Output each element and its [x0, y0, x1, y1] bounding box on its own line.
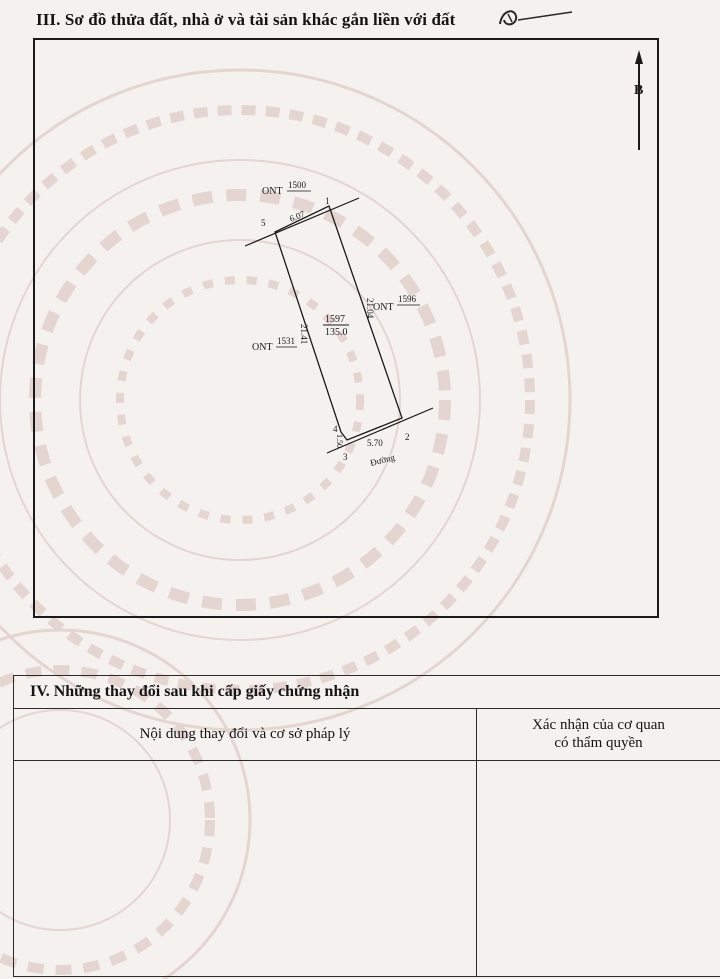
road-label: Đường [369, 452, 396, 468]
neighbor-top-prefix: ONT [262, 186, 283, 197]
vertex-4: 4 [333, 424, 338, 434]
page-stamp-icon [496, 2, 576, 32]
land-parcel-map [33, 38, 659, 618]
vertex-1: 1 [325, 196, 330, 206]
section-3-title: III. Sơ đồ thửa đất, nhà ở và tài sản khác gắn liền với đất [36, 10, 456, 29]
neighbor-left-number: 1531 [277, 336, 295, 346]
col-header-confirm-line2: có thẩm quyền [554, 735, 643, 752]
vertex-2: 2 [405, 432, 410, 442]
edge-top-length: 6.07 [288, 208, 307, 224]
section-4-title: IV. Những thay đổi sau khi cấp giấy chứng nhận [14, 676, 720, 709]
north-arrow-icon [634, 50, 643, 150]
vertex-5: 5 [261, 218, 266, 228]
changes-table [13, 675, 720, 977]
confirm-cell [477, 760, 720, 976]
edge-right-length: 21.04 [365, 298, 375, 319]
neighbor-left-prefix: ONT [252, 342, 273, 353]
neighbor-top-number: 1500 [288, 180, 306, 190]
parcel-number: 1597 [325, 314, 345, 325]
edge-left-length: 21.41 [299, 324, 309, 345]
col-header-content: Nội dung thay đổi và cơ sở pháp lý [14, 709, 477, 760]
parcel-area: 135.0 [325, 327, 348, 338]
vertex-3: 3 [343, 452, 348, 462]
north-label: B [634, 83, 644, 98]
col-header-confirm [477, 709, 720, 760]
neighbor-right-prefix: ONT [373, 302, 394, 313]
content-cell [14, 760, 477, 976]
col-header-confirm-line1: Xác nhận của cơ quan [532, 717, 665, 734]
edge-short-length: 1.50 [335, 434, 344, 448]
neighbor-right-number: 1596 [398, 294, 416, 304]
edge-bottom-length: 5.70 [367, 438, 383, 448]
